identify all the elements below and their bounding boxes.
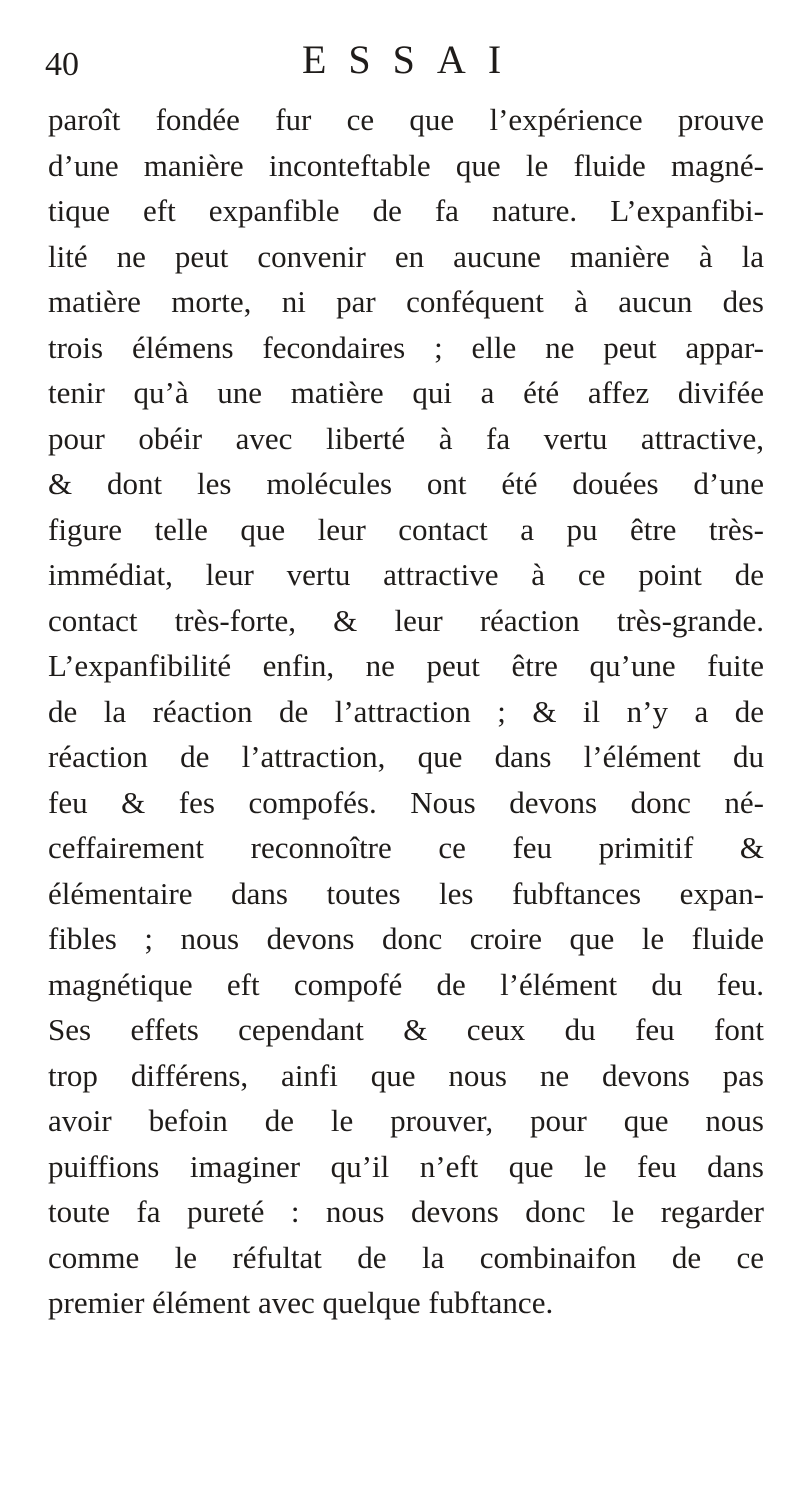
- body-text: [48, 97, 764, 1326]
- running-head: [45, 37, 765, 100]
- text-line: toute fa pureté : nous devons donc le regarder: [48, 1194, 764, 1229]
- text-line: avoir befoin de le prouver, pour que nous: [48, 1103, 764, 1138]
- text-line: comme le réfultat de la combinaifon de ce: [48, 1239, 764, 1275]
- page-number: 40: [45, 46, 79, 83]
- text-line: magnétique eft compofé de l’élément du feu.: [48, 966, 764, 1002]
- text-line: figure telle que leur contact a pu être très-: [48, 511, 764, 547]
- text-line: fibles ; nous devons donc croire que le fluide: [48, 921, 764, 956]
- text-line: puiffions imaginer qu’il n’eft que le feu dans: [48, 1148, 764, 1184]
- text-line: élémentaire dans toutes les fubftances expan-: [48, 875, 764, 911]
- text-line: lité ne peut convenir en aucune manière à la: [48, 238, 764, 274]
- text-line: matière morte, ni par conféquent à aucun des: [48, 284, 764, 319]
- text-line: pour obéir avec liberté à fa vertu attractive,: [48, 420, 764, 456]
- text-line: paroît fondée fur ce que l’expérience prouve: [48, 102, 764, 137]
- running-title: ESSAI: [302, 37, 524, 82]
- text-line: premier élément avec quelque fubftance.: [48, 1285, 554, 1320]
- text-line: & dont les molécules ont été douées d’une: [48, 466, 764, 501]
- text-line: immédiat, leur vertu attractive à ce point de: [48, 557, 764, 592]
- text-line: contact très-forte, & leur réaction très-grande.: [48, 602, 764, 638]
- text-line: Ses effets cependant & ceux du feu font: [48, 1012, 764, 1047]
- text-line: réaction de l’attraction, que dans l’élément du: [48, 739, 764, 774]
- text-line: L’expanfibilité enfin, ne peut être qu’une fuite: [48, 648, 764, 683]
- text-line: tenir qu’à une matière qui a été affez divifée: [48, 375, 764, 410]
- text-line: ceffairement reconnoître ce feu primitif &: [48, 830, 764, 865]
- text-line: d’une manière inconteftable que le fluide magné-: [48, 147, 764, 183]
- text-line: trois élémens fecondaires ; elle ne peut appar-: [48, 329, 764, 365]
- text-line: trop différens, ainfi que nous ne devons pas: [48, 1057, 764, 1093]
- text-line: feu & fes compofés. Nous devons donc né-: [48, 784, 764, 820]
- text-line: tique eft expanfible de fa nature. L’expanfibi-: [48, 193, 764, 228]
- text-line: de la réaction de l’attraction ; & il n’y a de: [48, 693, 764, 729]
